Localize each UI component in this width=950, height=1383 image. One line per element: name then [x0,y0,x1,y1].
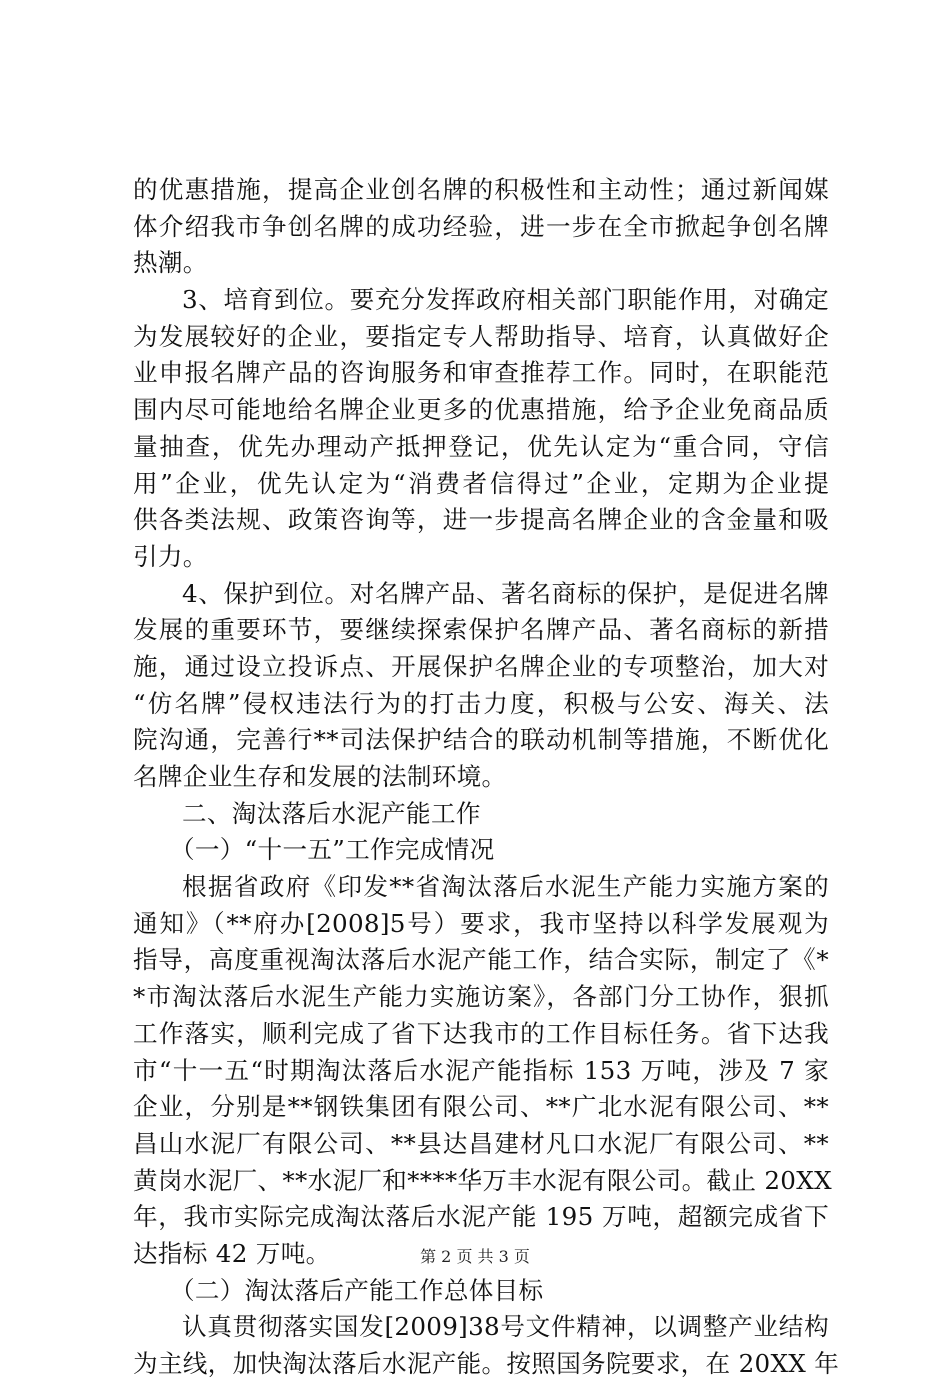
text-line: 的优惠措施，提高企业创名牌的积极性和主动性；通过新闻媒 [133,175,829,204]
text-line: 业申报名牌产品的咨询服务和审查推荐工作。同时，在职能范 [133,358,829,388]
text-line: *市淘汰落后水泥生产能力实施访案》，各部门分工协作，狠抓 [133,982,829,1012]
text-line: （二）淘汰落后产能工作总体目标 [170,1275,544,1305]
text-line: 施，通过设立投诉点、开展保护名牌企业的专项整治，加大对 [133,651,829,681]
text-line: 市“十一五“时期淘汰落后水泥产能指标 153 万吨，涉及 7 家 [133,1055,829,1085]
text-line: 用”企业，优先认定为“消费者信得过”企业，定期为企业提 [133,468,829,498]
text-line: 体介绍我市争创名牌的成功经验，进一步在全市掀起争创名牌 [133,211,829,241]
text-line: 黄岗水泥厂、**水泥厂和****华万丰水泥有限公司。截止 20XX [133,1165,832,1195]
text-line: 工作落实，顺利完成了省下达我市的工作目标任务。省下达我 [133,1018,829,1048]
text-line: 指导，高度重视淘汰落后水泥产能工作，结合实际，制定了《* [133,945,829,975]
text-line: 热潮。 [133,248,208,278]
document-body [133,172,840,1383]
text-line: 4、保护到位。对名牌产品、著名商标的保护，是促进名牌 [182,578,829,608]
text-line: 院沟通，完善行**司法保护结合的联动机制等措施，不断优化 [133,725,829,755]
text-line: （一）“十一五”工作完成情况 [170,835,495,865]
text-line: 企业，分别是**钢铁集团有限公司、**广北水泥有限公司、** [133,1092,829,1122]
text-line: 通知》（**府办[2008]5号）要求，我市坚持以科学发展观为 [133,908,829,938]
page-footer: 第 2 页 共 3 页 [420,1247,530,1266]
text-line: 供各类法规、政策咨询等，进一步提高名牌企业的含金量和吸 [133,505,829,535]
text-line: 根据省政府《印发**省淘汰落后水泥生产能力实施方案的 [182,872,829,902]
text-line: 围内尽可能地给名牌企业更多的优惠措施，给予企业免商品质 [133,395,829,425]
text-line: 引力。 [133,541,208,571]
text-line: 年，我市实际完成淘汰落后水泥产能 195 万吨，超额完成省下 [133,1202,829,1232]
text-line: 名牌企业生存和发展的法制环境。 [133,762,507,791]
text-line: 认真贯彻落实国发[2009]38号文件精神，以调整产业结构 [182,1312,829,1342]
text-line: 昌山水泥厂有限公司、**县达昌建材凡口水泥厂有限公司、** [133,1128,829,1158]
text-line: 达指标 42 万吨。 [133,1238,331,1268]
text-line: 量抽查，优先办理动产抵押登记，优先认定为“重合同，守信 [133,431,829,461]
text-line: “仿名牌”侵权违法行为的打击力度，积极与公安、海关、法 [133,688,829,718]
text-line: 为主线，加快淘汰落后水泥产能。按照国务院要求，在 20XX 年 [133,1349,840,1378]
text-line: 3、培育到位。要充分发挥政府相关部门职能作用，对确定 [182,285,829,315]
text-line: 发展的重要环节，要继续探索保护名牌产品、著名商标的新措 [133,615,829,645]
text-line: 二、淘汰落后水泥产能工作 [182,798,481,828]
text-line: 为发展较好的企业，要指定专人帮助指导、培育，认真做好企 [133,321,829,351]
